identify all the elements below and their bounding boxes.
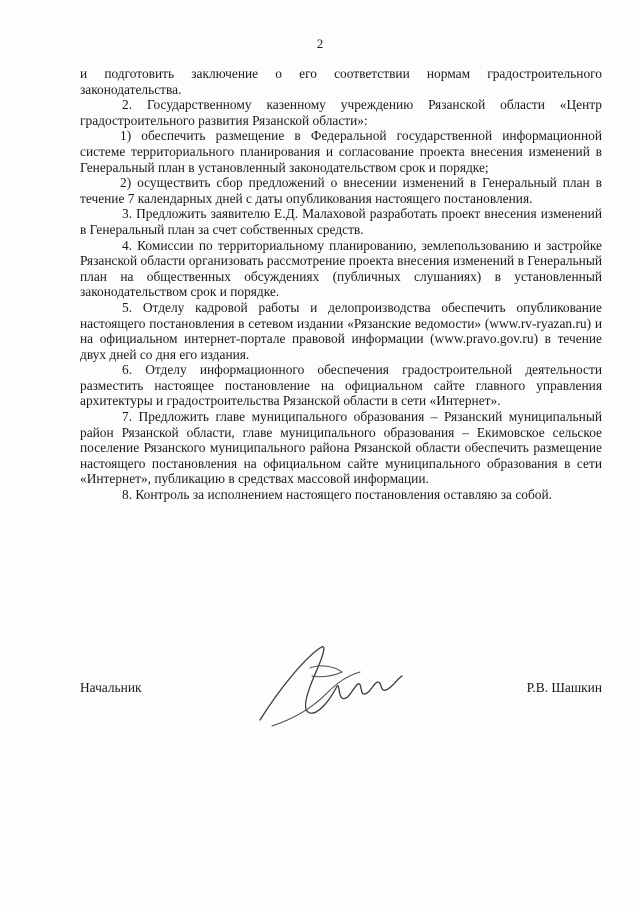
paragraph-item-5: 5. Отделу кадровой работы и делопроизводства обеспечить опубликование настоящего постановления в сетевом издании «Рязанские ведомости» (www.rv-ryazan.ru) и на официальном интернет-портале правовой информации (www.pravo.gov.ru) в течение двух дней со дня его издания. (80, 299, 602, 362)
paragraph-item-2: 2. Государственному казенному учреждению Рязанской области «Центр градостроительного развития Рязанской области»: (80, 97, 602, 128)
paragraph-item-4: 4. Комиссии по территориальному планированию, землепользованию и застройке Рязанской области организовать рассмотрение проекта внесения изменений в Генеральный план на общественных обсуждениях (публичных слушаниях) в установленный законодательством срок и порядке. (80, 237, 602, 300)
signer-name: Р.В. Шашкин (526, 680, 602, 695)
paragraph-subitem-2-1: 1) обеспечить размещение в Федеральной государственной информационной системе территориального планирования и согласование проекта внесения изменений в Генеральный план в установленный законодательством срок и порядке; (80, 128, 602, 175)
document-body (80, 66, 602, 503)
paragraph-item-3: 3. Предложить заявителю Е.Д. Малаховой разработать проект внесения изменений в Генеральный план за счет собственных средств. (80, 206, 602, 237)
paragraph-item-7: 7. Предложить главе муниципального образования – Рязанский муниципальный район Рязанской области, главе муниципального образования – Екимовское сельское поселение Рязанского муниципального района Рязанской области обеспечить размещение настоящего постановления на официальном сайте муниципального образования в сети «Интернет», публикацию в средствах массовой информации. (80, 409, 602, 487)
paragraph-subitem-2-2: 2) осуществить сбор предложений о внесении изменений в Генеральный план в течение 7 календарных дней с даты опубликования настоящего постановления. (80, 175, 602, 206)
paragraph-item-8: 8. Контроль за исполнением настоящего постановления оставляю за собой. (122, 487, 553, 503)
signer-position: Начальник (80, 680, 142, 695)
paragraph-continuation: и подготовить заключение о его соответствии нормам градостроительного законодательства. (80, 66, 602, 97)
paragraph-item-6: 6. Отделу информационного обеспечения градостроительной деятельности разместить настоящее постановление на официальном сайте главного управления архитектуры и градостроительства Рязанской области в сети «Интернет». (80, 362, 602, 409)
page-number: 2 (316, 36, 324, 51)
handwritten-signature (250, 628, 410, 738)
